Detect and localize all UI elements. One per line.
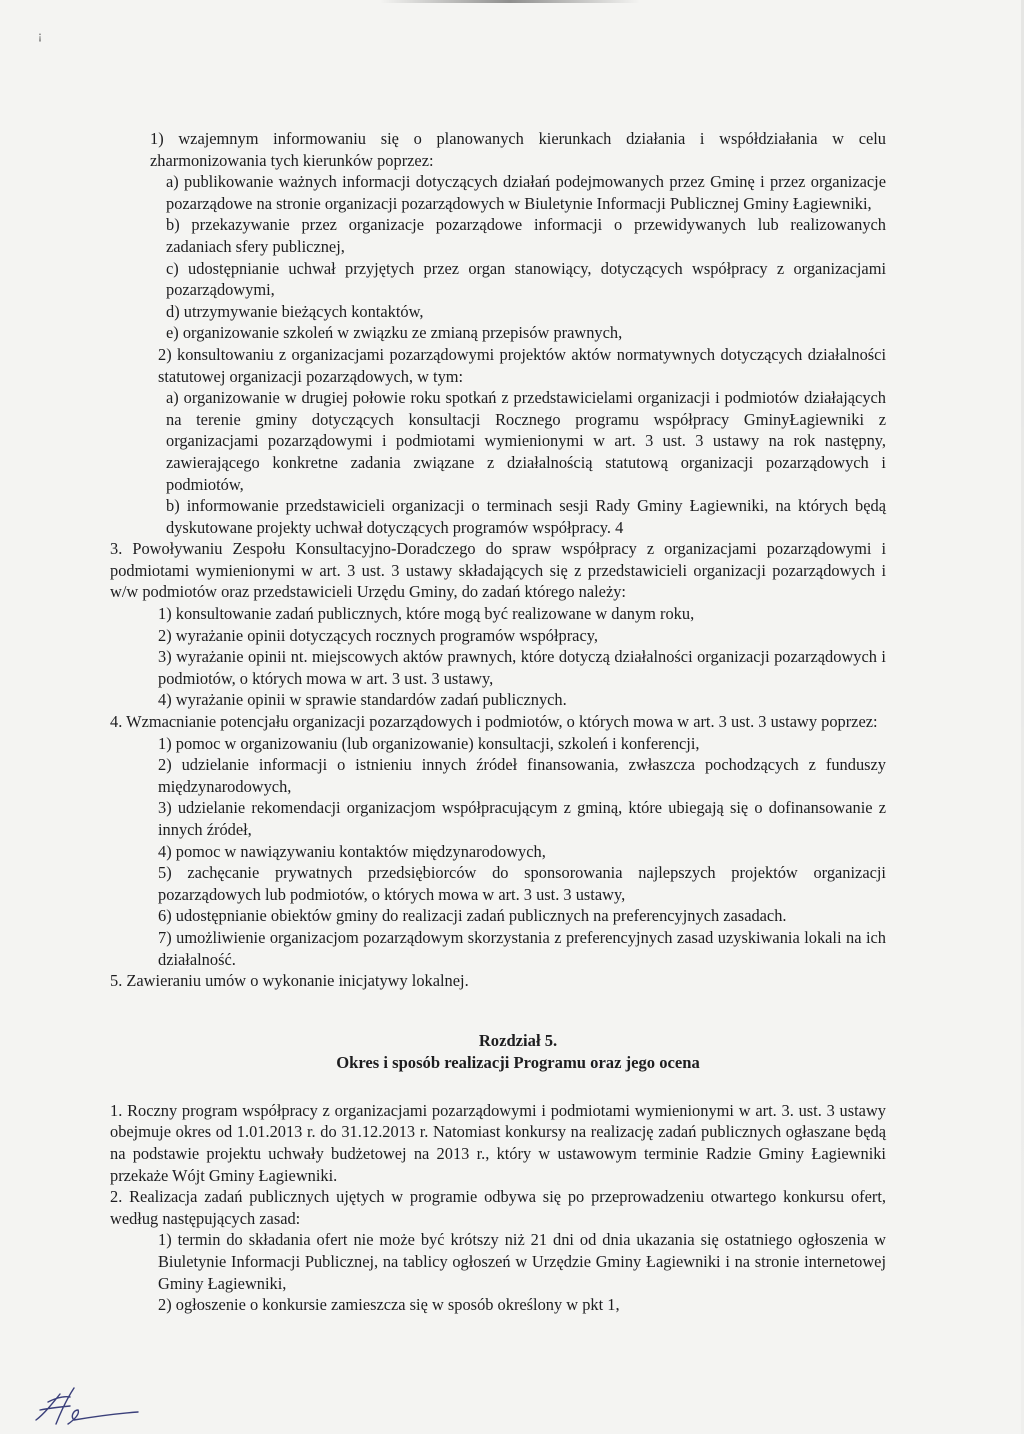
- paragraph: 1) konsultowanie zadań publicznych, które mogą być realizowane w danym roku,: [158, 604, 695, 624]
- paragraph: 3) udzielanie rekomendacji organizacjom współpracującym z gminą, które ubiegają się o dofinansowanie z innych źródeł,: [158, 798, 886, 839]
- paragraph: 1) wzajemnym informowaniu się o planowanych kierunkach działania i współdziałania w celu zharmonizowania tych kierunków poprzez:: [150, 129, 886, 170]
- document-page: [110, 128, 886, 1316]
- paragraph: 7) umożliwienie organizacjom pozarządowym skorzystania z preferencyjnych zasad uzyskiwania lokali na ich działalność.: [158, 927, 886, 969]
- paragraph: 2) udzielanie informacji o istnieniu innych źródeł finansowania, zwłaszcza pochodzących z funduszy międzynarodowych,: [158, 755, 886, 796]
- scan-edge: [380, 0, 640, 3]
- signature-initials: [30, 1380, 140, 1428]
- paragraph: a) organizowanie w drugiej połowie roku spotkań z przedstawicielami organizacji i podmiotów działających na terenie gminy dotyczących konsultacji Rocznego programu współpracy GminyŁagiewniki z organizacjami pozarządowymi i podmiotami wymienionymi w art. 3 ust. 3 ustawy na rok następny, zawierającego konkretne zadania związane z działalnością statutową organizacji pozarządowych i podmiotów,: [166, 388, 886, 494]
- paragraph: 1) pomoc w organizowaniu (lub organizowanie) konsultacji, szkoleń i konferencji,: [158, 733, 700, 753]
- paragraph: 5. Zawieraniu umów o wykonanie inicjatywy lokalnej.: [110, 971, 469, 991]
- paragraph: 2) konsultowaniu z organizacjami pozarządowymi projektów aktów normatywnych dotyczących działalności statutowej organizacji pozarządowych, w tym:: [158, 344, 886, 386]
- paragraph: 2. Realizacja zadań publicznych ujętych w programie odbywa się po przeprowadzeniu otwartego konkursu ofert, według następujących zasad:: [110, 1187, 886, 1228]
- paragraph: b) przekazywanie przez organizacje pozarządowe informacji o przewidywanych lub realizowanych zadaniach sfery publicznej,: [166, 215, 886, 256]
- paragraph: 3) wyrażanie opinii nt. miejscowych aktów prawnych, które dotyczą działalności organizacji pozarządowych i podmiotów, o których mowa w art. 3 ust. 3 ustawy,: [158, 647, 886, 688]
- chapter-title: Rozdział 5.: [478, 1030, 558, 1050]
- paragraph: 1) termin do składania ofert nie może być krótszy niż 21 dni od dnia ukazania się ostatniego ogłoszenia w Biuletynie Informacji Publicznej, na tablicy ogłoszeń w Urzędzie Gminy Łagiewniki i na stronie internetowej Gminy Łagiewniki,: [158, 1230, 886, 1293]
- paragraph: 2) wyrażanie opinii dotyczących rocznych programów współpracy,: [158, 625, 598, 645]
- paragraph: 1. Roczny program współpracy z organizacjami pozarządowymi i podmiotami wymienionymi w art. 3. ust. 3 ustawy obejmuje okres od 1.01.2013 r. do 31.12.2013 r. Natomiast konkursy na realizację zadań publicznych ogłaszane będą na podstawie projektu uchwały budżetowej na 2013 r., który w ustawowym terminie Radzie Gminy Łagiewniki przekaże Wójt Gminy Łagiewniki.: [110, 1100, 886, 1185]
- paragraph: b) informowanie przedstawicieli organizacji o terminach sesji Rady Gminy Łagiewniki, na których będą dyskutowane projekty uchwał dotyczących programów współpracy. 4: [166, 496, 886, 537]
- paragraph: e) organizowanie szkoleń w związku ze zmianą przepisów prawnych,: [166, 323, 623, 343]
- paragraph: c) udostępnianie uchwał przyjętych przez organ stanowiący, dotyczących współpracy z organizacjami pozarządowymi,: [166, 258, 886, 300]
- paragraph: 5) zachęcanie prywatnych przedsiębiorców do sponsorowania najlepszych projektów organizacji pozarządowych lub podmiotów, o których mowa w art. 3 ust. 3 ustawy,: [158, 863, 886, 904]
- chapter-subtitle: Okres i sposób realizacji Programu oraz jego ocena: [336, 1052, 700, 1072]
- paragraph: 2) ogłoszenie o konkursie zamieszcza się w sposób określony w pkt 1,: [158, 1295, 620, 1315]
- paragraph: 4) wyrażanie opinii w sprawie standardów zadań publicznych.: [158, 690, 567, 710]
- paragraph: 4) pomoc w nawiązywaniu kontaktów międzynarodowych,: [158, 841, 546, 861]
- paragraph: a) publikowanie ważnych informacji dotyczących działań podejmowanych przez Gminę i przez organizacje pozarządowe na stronie organizacji pozarządowych w Biuletynie Informacji Publicznej Gminy Łagiewniki,: [166, 172, 886, 213]
- paragraph: 6) udostępnianie obiektów gminy do realizacji zadań publicznych na preferencyjnych zasadach.: [158, 906, 787, 926]
- chapter-content: [110, 1100, 886, 1316]
- paragraph: 3. Powoływaniu Zespołu Konsultacyjno-Doradczego do spraw współpracy z organizacjami pozarządowymi i podmiotami wymienionymi w art. 3 ust. 3 ustawy składających się z przedstawicieli organizacji pozarządowych i w/w podmiotów oraz przedstawicieli Urzędu Gminy, do zadań którego należy:: [110, 539, 886, 602]
- paragraph: 4. Wzmacnianie potencjału organizacji pozarządowych i podmiotów, o których mowa w art. 3 ust. 3 ustawy poprzez:: [110, 712, 878, 732]
- section-content: [110, 128, 886, 992]
- corner-mark: ¡: [38, 28, 42, 42]
- paragraph: d) utrzymywanie bieżących kontaktów,: [166, 301, 424, 321]
